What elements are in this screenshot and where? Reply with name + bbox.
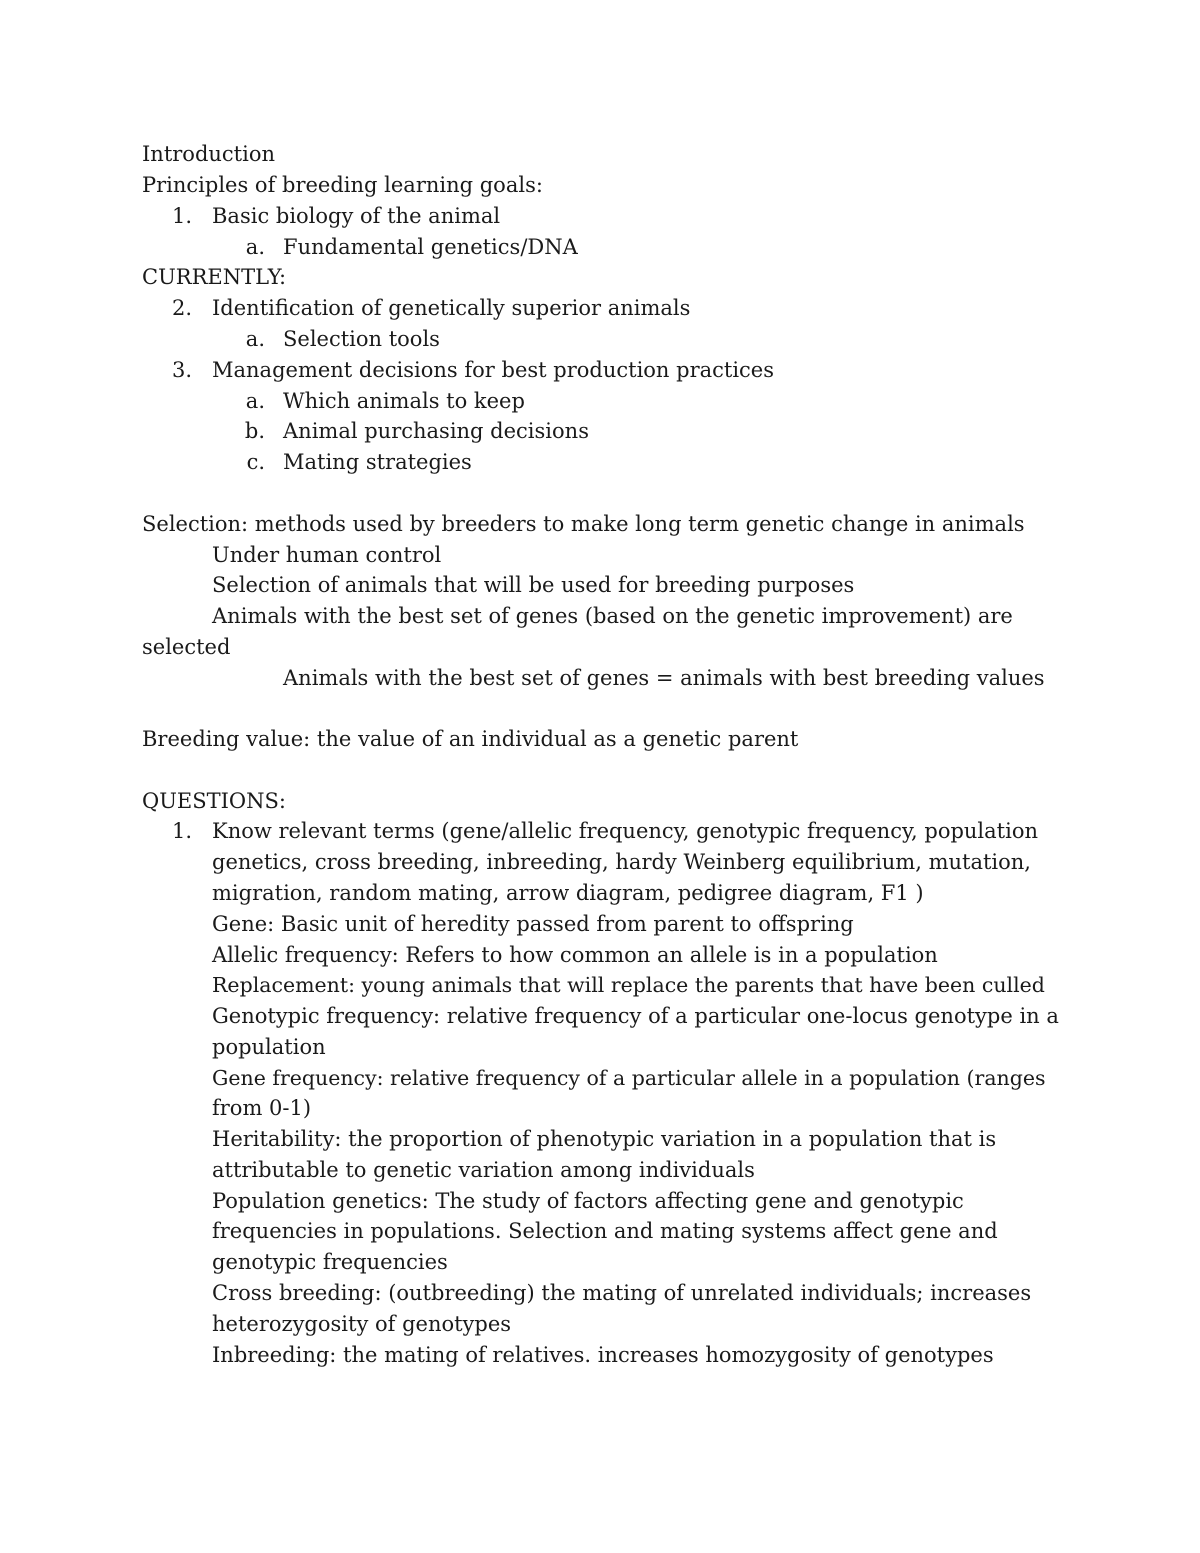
question-line: Population genetics: The study of factors affecting gene and genotypic	[212, 1189, 964, 1213]
breeding-value-definition: Breeding value: the value of an individual as a genetic parent	[142, 727, 799, 751]
goals-title: Principles of breeding learning goals:	[142, 173, 543, 197]
question-line: Inbreeding: the mating of relatives. increases homozygosity of genotypes	[212, 1343, 994, 1367]
list-subitem: Fundamental genetics/DNA	[283, 235, 578, 259]
question-line: genetics, cross breeding, inbreeding, hardy Weinberg equilibrium, mutation,	[212, 850, 1031, 874]
question-line: population	[212, 1035, 326, 1059]
selection-line: Animals with the best set of genes (based on the genetic improvement) are	[212, 604, 1013, 628]
selection-line: selected	[142, 635, 231, 659]
list-item: Management decisions for best production practices	[212, 358, 775, 382]
selection-definition: Selection: methods used by breeders to make long term genetic change in animals	[142, 512, 1025, 536]
list-item: Basic biology of the animal	[212, 204, 501, 228]
question-line: Replacement: young animals that will replace the parents that have been culled	[212, 973, 1045, 997]
list-subitem: Mating strategies	[283, 450, 472, 474]
list-item: Identification of genetically superior animals	[212, 296, 691, 320]
list-subitem: Selection tools	[283, 327, 440, 351]
question-line: Cross breeding: (outbreeding) the mating of unrelated individuals; increases	[212, 1281, 1032, 1305]
selection-line: Selection of animals that will be used for breeding purposes	[212, 573, 855, 597]
selection-line: Animals with the best set of genes = animals with best breeding values	[283, 666, 1045, 690]
intro-heading: Introduction	[142, 142, 275, 166]
question-line: migration, random mating, arrow diagram, pedigree diagram, F1 )	[212, 881, 924, 905]
list-number: 2.	[171, 296, 192, 320]
list-letter: a.	[245, 235, 265, 259]
question-line: from 0-1)	[212, 1096, 312, 1120]
questions-heading: QUESTIONS:	[142, 789, 286, 813]
list-subitem: Animal purchasing decisions	[283, 419, 589, 443]
question-line: Gene: Basic unit of heredity passed from parent to offspring	[212, 912, 854, 936]
list-letter: a.	[245, 389, 265, 413]
currently-heading: CURRENTLY:	[142, 265, 287, 289]
question-line: heterozygosity of genotypes	[212, 1312, 512, 1336]
question-line: frequencies in populations. Selection and mating systems affect gene and	[212, 1219, 998, 1243]
question-line: Know relevant terms (gene/allelic frequency, genotypic frequency, population	[212, 819, 1038, 843]
list-letter: a.	[245, 327, 265, 351]
question-line: Allelic frequency: Refers to how common an allele is in a population	[212, 943, 938, 967]
selection-line: Under human control	[212, 543, 442, 567]
list-number: 1.	[171, 819, 192, 843]
question-line: attributable to genetic variation among individuals	[212, 1158, 755, 1182]
question-line: genotypic frequencies	[212, 1250, 448, 1274]
question-line: Gene frequency: relative frequency of a particular allele in a population (ranges	[212, 1066, 1046, 1090]
list-number: 1.	[171, 204, 192, 228]
list-number: 3.	[171, 358, 192, 382]
list-subitem: Which animals to keep	[283, 389, 525, 413]
question-line: Genotypic frequency: relative frequency of a particular one-locus genotype in a	[212, 1004, 1059, 1028]
list-letter: c.	[246, 450, 265, 474]
list-letter: b.	[244, 419, 265, 443]
question-line: Heritability: the proportion of phenotypic variation in a population that is	[212, 1127, 997, 1151]
